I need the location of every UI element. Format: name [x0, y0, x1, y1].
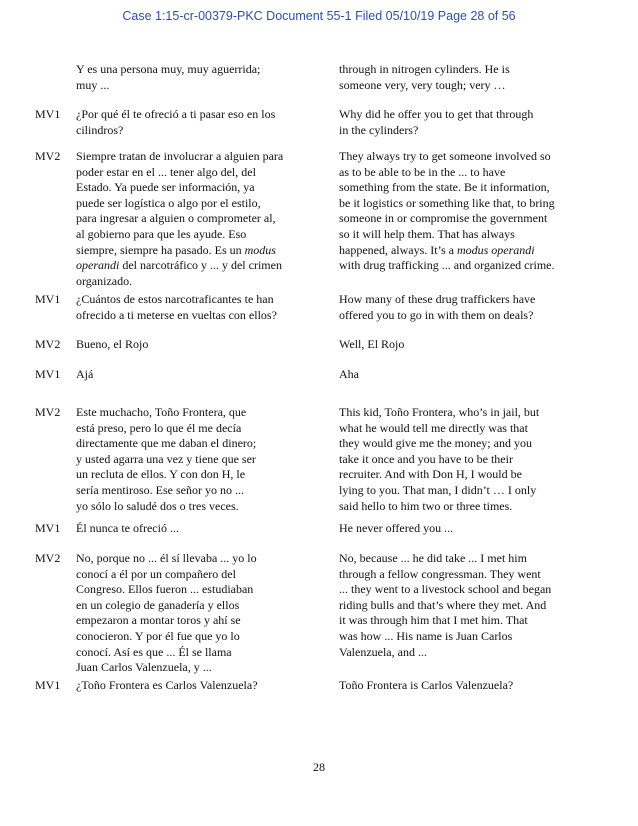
english-line: what he would tell me directly was that	[339, 420, 528, 435]
spanish-text	[76, 521, 316, 537]
spanish-line: Congreso. Ellos fueron ... estudiaban	[76, 582, 254, 597]
spanish-line: está preso, pero lo que él me decía	[76, 420, 242, 435]
english-text	[339, 337, 589, 353]
spanish-text	[76, 62, 316, 93]
english-line: be it logistics or something like that, to bring	[339, 195, 555, 210]
spanish-text	[76, 337, 316, 353]
english-line: with drug trafficking ... and organized crime.	[339, 258, 555, 273]
spanish-line: conocí. Así es que ... Él se llama	[76, 644, 232, 659]
speaker-label: MV1	[35, 678, 61, 692]
english-text	[339, 107, 589, 138]
english-line: something from the state. Be it information,	[339, 180, 550, 195]
english-text	[339, 62, 589, 93]
english-text	[339, 521, 589, 537]
english-line: Valenzuela, and ...	[339, 644, 427, 659]
english-line: He never offered you ...	[339, 521, 454, 535]
spanish-line: cilindros?	[76, 122, 124, 137]
speaker-label: MV1	[35, 292, 61, 306]
english-text	[339, 149, 589, 274]
speaker-label: MV2	[35, 149, 61, 163]
english-line: someone very, very tough; very …	[339, 77, 506, 92]
spanish-line: un recluta de ellos. Y con don H, le	[76, 467, 246, 482]
spanish-line: Siempre tratan de involucrar a alguien para	[76, 149, 284, 163]
spanish-line: No, porque no ... él sí llevaba ... yo lo	[76, 551, 257, 565]
spanish-line: organizado.	[76, 273, 133, 288]
spanish-line: Él nunca te ofreció ...	[76, 521, 179, 535]
english-line: so it will help them. That has always	[339, 226, 515, 241]
english-text	[339, 367, 589, 383]
spanish-text	[76, 149, 316, 289]
english-text	[339, 551, 589, 660]
english-line: offered you to go in with them on deals?	[339, 307, 534, 322]
spanish-line: yo sólo lo saludé dos o tres veces.	[76, 498, 239, 513]
spanish-line: conocí a él por un compañero del	[76, 566, 236, 581]
english-line: This kid, Toño Frontera, who’s in jail, but	[339, 405, 540, 419]
spanish-line: para ingresar a alguien o comprometer al,	[76, 211, 276, 226]
spanish-line: Juan Carlos Valenzuela, y ...	[76, 660, 212, 675]
spanish-line: al gobierno para que les ayude. Eso	[76, 226, 247, 241]
english-line: How many of these drug traffickers have	[339, 292, 536, 306]
spanish-text	[76, 405, 316, 514]
speaker-label: MV1	[35, 107, 61, 121]
spanish-text	[76, 107, 316, 138]
english-line: Toño Frontera is Carlos Valenzuela?	[339, 678, 514, 692]
spanish-line: en un colegio de ganadería y ellos	[76, 597, 240, 612]
speaker-label: MV2	[35, 337, 61, 351]
speaker-label: MV1	[35, 367, 61, 381]
speaker-label: MV2	[35, 405, 61, 419]
spanish-line: Y es una persona muy, muy aguerrida;	[76, 62, 261, 76]
english-text	[339, 405, 589, 514]
spanish-line: directamente que me daban el dinero;	[76, 436, 257, 451]
spanish-text	[76, 367, 316, 383]
english-line: Well, El Rojo	[339, 337, 405, 351]
english-line: No, because ... he did take ... I met him	[339, 551, 527, 565]
english-line: take it once and you have to be their	[339, 451, 513, 466]
spanish-line: operandi del narcotráfico y ... y del crimen	[76, 258, 282, 273]
english-line: through a fellow congressman. They went	[339, 566, 541, 581]
english-line: it was through him that I met him. That	[339, 613, 528, 628]
english-line: as to be able to be in the ... to have	[339, 164, 506, 179]
spanish-line: Bueno, el Rojo	[76, 337, 149, 351]
spanish-line: Este muchacho, Toño Frontera, que	[76, 405, 247, 419]
english-line: recruiter. And with Don H, I would be	[339, 467, 522, 482]
speaker-label: MV2	[35, 551, 61, 565]
english-line: riding bulls and that’s where they met. And	[339, 597, 547, 612]
spanish-text	[76, 551, 316, 676]
english-line: they would give me the money; and you	[339, 436, 532, 451]
spanish-text	[76, 292, 316, 323]
english-line: was how ... His name is Juan Carlos	[339, 628, 513, 643]
spanish-line: ¿Por qué él te ofreció a ti pasar eso en los	[76, 107, 276, 121]
spanish-line: muy ...	[76, 77, 110, 92]
spanish-line: ¿Toño Frontera es Carlos Valenzuela?	[76, 678, 258, 692]
english-text	[339, 678, 589, 694]
spanish-line: y usted agarra una vez y tiene que ser	[76, 451, 256, 466]
english-line: Aha	[339, 367, 359, 381]
spanish-line: siempre, siempre ha pasado. Es un modus	[76, 242, 276, 257]
speaker-label: MV1	[35, 521, 61, 535]
spanish-line: sería mentiroso. Ese señor yo no ...	[76, 482, 244, 497]
english-line: through in nitrogen cylinders. He is	[339, 62, 510, 76]
spanish-text	[76, 678, 316, 694]
spanish-line: ¿Cuántos de estos narcotraficantes te han	[76, 292, 274, 306]
english-line: ... they went to a livestock school and began	[339, 582, 552, 597]
spanish-line: empezaron a montar toros y ahí se	[76, 613, 241, 628]
english-text	[339, 292, 589, 323]
spanish-line: conocieron. Y por él fue que yo lo	[76, 628, 240, 643]
spanish-line: Ajá	[76, 367, 94, 381]
english-line: said hello to him two or three times.	[339, 498, 513, 513]
english-line: someone in or compromise the government	[339, 211, 548, 226]
court-filing-header: Case 1:15-cr-00379-PKC Document 55-1 Filed 05/10/19 Page 28 of 56	[122, 9, 516, 23]
english-line: Why did he offer you to get that through	[339, 107, 534, 121]
page-number: 28	[313, 760, 325, 774]
spanish-line: Estado. Ya puede ser información, ya	[76, 180, 255, 195]
spanish-line: ofrecido a ti meterse en vueltas con ellos?	[76, 307, 277, 322]
english-line: lying to you. That man, I didn’t … I only	[339, 482, 537, 497]
english-line: happened, always. It’s a modus operandi	[339, 242, 535, 257]
spanish-line: puede ser logística o algo por el estilo,	[76, 195, 261, 210]
english-line: in the cylinders?	[339, 122, 419, 137]
english-line: They always try to get someone involved so	[339, 149, 551, 163]
spanish-line: poder estar en el ... tener algo del, del	[76, 164, 256, 179]
